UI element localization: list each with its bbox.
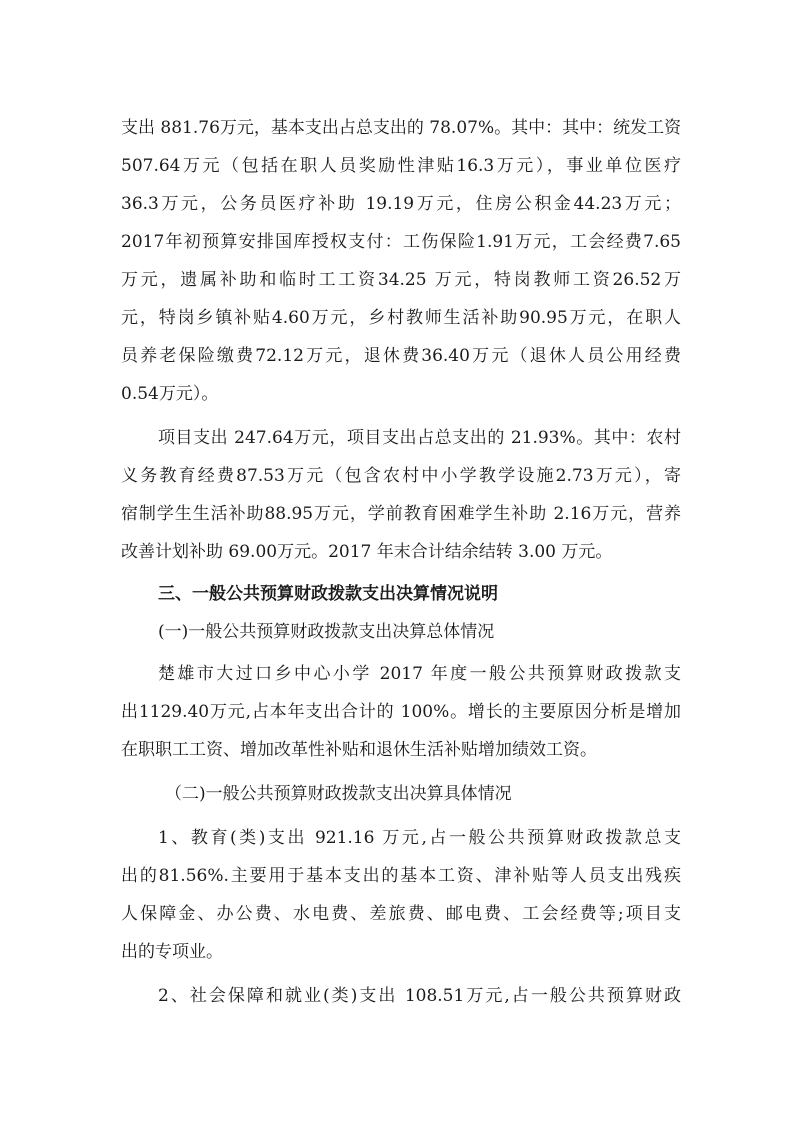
- paragraph-line: 0.54万元）。: [121, 384, 219, 404]
- paragraph-line: 宿制学生生活补助88.95万元，学前教育困难学生补助 2.16万元，营养: [121, 504, 681, 524]
- paragraph-line: 出1129.40万元,占本年支出合计的 100%。增长的主要原因分析是增加: [121, 702, 681, 722]
- paragraph-line: 36.3万元，公务员医疗补助 19.19万元，住房公积金44.23万元；: [121, 194, 681, 214]
- paragraph-line: 1、教育(类)支出 921.16 万元,占一般公共预算财政拨款总支: [158, 828, 681, 848]
- paragraph-line: 2、社会保障和就业(类)支出 108.51万元,占一般公共预算财政: [158, 986, 681, 1006]
- subsection-heading: （二)一般公共预算财政拨款支出决算具体情况: [165, 784, 512, 804]
- paragraph-line: 改善计划补助 69.00万元。2017 年末合计结余结转 3.00 万元。: [121, 542, 613, 562]
- subsection-heading: (一)一般公共预算财政拨款支出决算总体情况: [158, 622, 495, 642]
- paragraph-line: 楚雄市大过口乡中心小学 2017 年度一般公共预算财政拨款支: [158, 664, 681, 684]
- paragraph-line: 万元，遗属补助和临时工工资34.25 万元，特岗教师工资26.52万: [121, 270, 681, 290]
- paragraph-line: 义务教育经费87.53万元（包含农村中小学教学设施2.73万元），寄: [121, 466, 681, 486]
- paragraph-line: 出的81.56%.主要用于基本支出的基本工资、津补贴等人员支出残疾: [121, 866, 681, 886]
- paragraph-line: 在职职工工资、增加改革性补贴和退休生活补贴增加绩效工资。: [121, 740, 597, 760]
- paragraph-line: 507.64万元（包括在职人员奖励性津贴16.3万元），事业单位医疗: [121, 156, 681, 176]
- paragraph-line: 人保障金、办公费、水电费、差旅费、邮电费、工会经费等;项目支: [121, 904, 681, 924]
- section-heading: 三、一般公共预算财政拨款支出决算情况说明: [158, 584, 498, 604]
- paragraph-line: 出的专项业。: [121, 942, 223, 962]
- paragraph-line: 员养老保险缴费72.12万元，退休费36.40万元（退休人员公用经费: [121, 346, 681, 366]
- paragraph-line: 2017年初预算安排国库授权支付：工伤保险1.91万元，工会经费7.65: [121, 232, 681, 252]
- paragraph-line: 支出 881.76万元，基本支出占总支出的 78.07%。其中：其中：统发工资: [121, 118, 681, 138]
- paragraph-line: 元，特岗乡镇补贴4.60万元，乡村教师生活补助90.95万元，在职人: [121, 308, 681, 328]
- paragraph-line: 项目支出 247.64万元，项目支出占总支出的 21.93%。其中：农村: [158, 428, 681, 448]
